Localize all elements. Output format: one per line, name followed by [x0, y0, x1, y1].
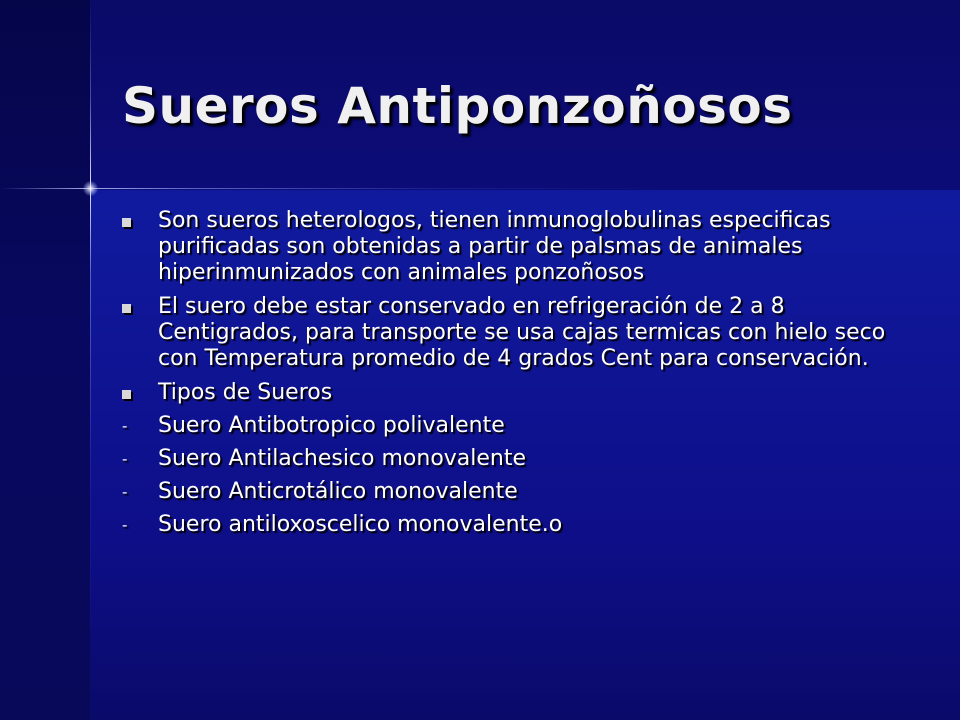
dash-item [120, 479, 900, 505]
horizontal-light-line [0, 188, 960, 189]
bullet-text: El suero debe estar conservado en refrigeración de 2 a 8 Centigrados, para transporte se usa cajas termicas con hielo seco con Temperatura promedio de 4 grados Cent para conservación. [158, 294, 886, 371]
dash-text: Suero Antilachesico monovalente [158, 446, 527, 471]
bullet-list [120, 208, 900, 538]
dash-marker: - [122, 450, 128, 468]
left-decor-band [0, 0, 90, 720]
vertical-light-line [90, 0, 91, 720]
bullet-item [120, 380, 900, 406]
dash-item [120, 512, 900, 538]
bullet-text: Tipos de Sueros [158, 380, 333, 405]
dash-text: Suero antiloxoscelico monovalente.o [158, 512, 563, 537]
square-bullet-icon [122, 390, 131, 399]
dash-text: Suero Antibotropico polivalente [158, 413, 505, 438]
bullet-item [120, 208, 900, 286]
dash-item [120, 446, 900, 472]
slide-title: Sueros Antiponzoñosos [122, 77, 793, 135]
square-bullet-icon [122, 218, 131, 227]
dash-text: Suero Anticrotálico monovalente [158, 479, 518, 504]
sparkle-icon [83, 181, 98, 196]
bullet-text: Son sueros heterologos, tienen inmunoglobulinas especificas purificadas son obtenidas a partir de palsmas de animales hiperinmunizados con animales ponzoñosos [158, 208, 831, 285]
dash-marker: - [122, 483, 128, 501]
dash-marker: - [122, 417, 128, 435]
dash-marker: - [122, 516, 128, 534]
bullet-item [120, 294, 900, 372]
square-bullet-icon [122, 304, 131, 313]
dash-item [120, 413, 900, 439]
